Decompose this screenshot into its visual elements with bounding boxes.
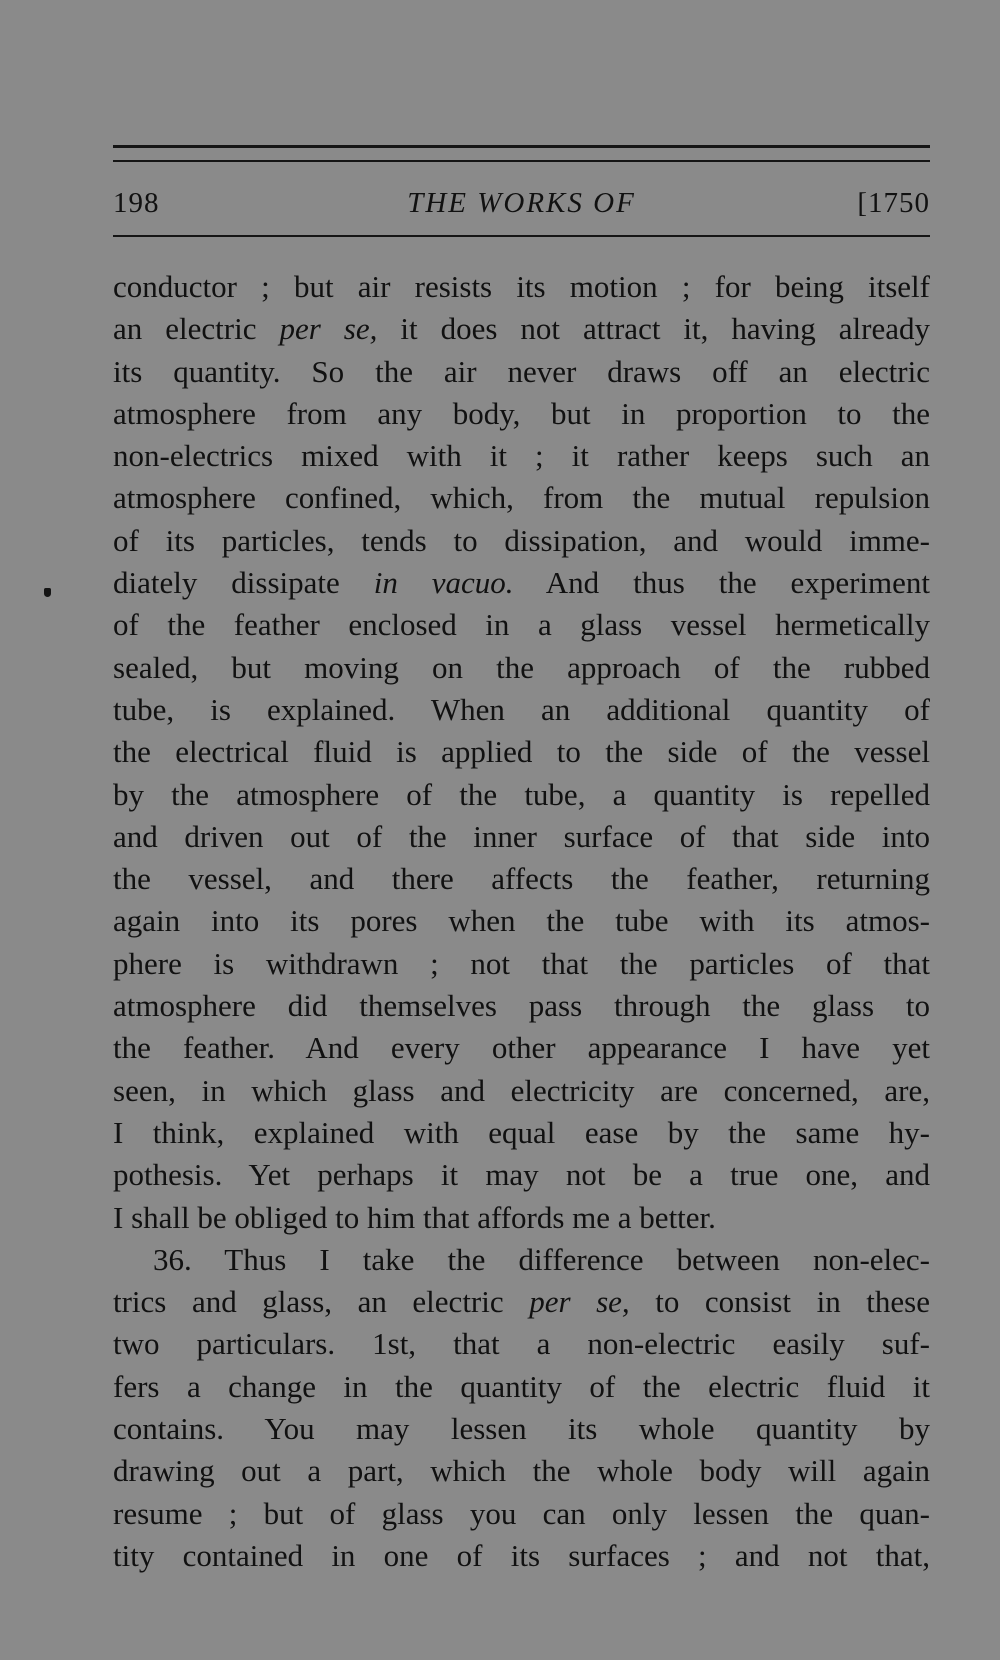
text-line: the electrical fluid is applied to the side of the vessel xyxy=(113,734,930,770)
text-line: tube, is explained. When an additional quantity of xyxy=(113,691,930,727)
text-line: diately dissipate in vacuo. And thus the experiment xyxy=(113,565,930,601)
text-line: of the feather enclosed in a glass vessel hermetically xyxy=(113,607,930,643)
running-title: THE WORKS OF xyxy=(407,187,636,219)
text-line: atmosphere confined, which, from the mutual repulsion xyxy=(113,480,930,516)
text-line: trics and glass, an electric per se, to consist in these xyxy=(113,1284,930,1320)
text-line: contains. You may lessen its whole quantity by xyxy=(113,1411,930,1447)
text-line: again into its pores when the tube with its atmos- xyxy=(113,903,930,939)
text-line: two particulars. 1st, that a non-electric easily suf- xyxy=(113,1326,930,1362)
text-line-paragraph-end: I shall be obliged to him that affords me a better. xyxy=(113,1199,716,1235)
text-line: and driven out of the inner surface of that side into xyxy=(113,818,930,854)
text-line: conductor ; but air resists its motion ; for being itself xyxy=(113,269,930,304)
running-head xyxy=(113,183,930,223)
text-line: sealed, but moving on the approach of the rubbed xyxy=(113,649,930,685)
top-double-rule-lower xyxy=(113,160,930,162)
page-number: 198 xyxy=(113,187,160,219)
text-line: of its particles, tends to dissipation, and would imme- xyxy=(113,522,930,558)
text-line: pothesis. Yet perhaps it may not be a true one, and xyxy=(113,1157,930,1193)
text-line: the vessel, and there affects the feather, returning xyxy=(113,861,930,897)
running-year: [1750 xyxy=(857,187,930,219)
body-text xyxy=(113,266,930,1577)
text-line: fers a change in the quantity of the electric fluid it xyxy=(113,1368,930,1404)
text-line: I think, explained with equal ease by the same hy- xyxy=(113,1114,930,1150)
text-line: atmosphere did themselves pass through the glass to xyxy=(113,988,930,1024)
text-line: atmosphere from any body, but in proportion to the xyxy=(113,395,930,431)
text-line: non-electrics mixed with it ; it rather keeps such an xyxy=(113,438,930,474)
text-line: its quantity. So the air never draws off an electric xyxy=(113,353,930,389)
margin-ink-mark xyxy=(44,588,51,597)
top-double-rule-upper xyxy=(113,145,930,148)
text-line: tity contained in one of its surfaces ; and not that, xyxy=(113,1537,930,1573)
head-rule xyxy=(113,235,930,237)
text-line: an electric per se, it does not attract it, having already xyxy=(113,311,930,347)
text-line: drawing out a part, which the whole body will again xyxy=(113,1453,930,1489)
text-line: resume ; but of glass you can only lessen the quan- xyxy=(113,1495,930,1531)
text-line: phere is withdrawn ; not that the particles of that xyxy=(113,945,930,981)
text-line: seen, in which glass and electricity are concerned, are, xyxy=(113,1072,930,1108)
text-line-paragraph-start: 36. Thus I take the difference between non-elec- xyxy=(153,1241,930,1277)
text-line: by the atmosphere of the tube, a quantity is repelled xyxy=(113,776,930,812)
text-line: the feather. And every other appearance I have yet xyxy=(113,1030,930,1066)
